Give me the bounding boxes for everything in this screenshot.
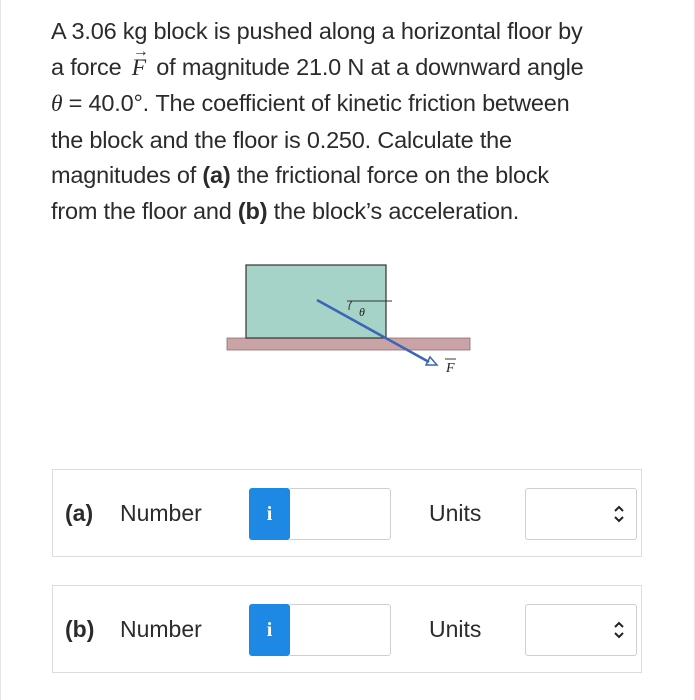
problem-line-1: A 3.06 kg block is pushed along a horizontal floor by <box>51 18 583 44</box>
force-arrowhead-icon <box>426 357 437 365</box>
units-label: Units <box>429 500 482 526</box>
number-input[interactable] <box>290 604 391 656</box>
part-b-marker: (b) <box>237 197 268 224</box>
info-button[interactable]: i <box>249 488 290 540</box>
part-label: (b) <box>65 616 95 642</box>
problem-statement <box>51 14 651 229</box>
chevron-up-down-icon <box>612 503 626 525</box>
number-label: Number <box>120 500 202 526</box>
problem-line-4: the block and the floor is 0.250. Calculate the <box>51 126 512 153</box>
units-label: Units <box>429 616 482 642</box>
problem-line-5: magnitudes of (a) the frictional force on the block <box>51 162 549 188</box>
theta-label: θ <box>359 305 365 319</box>
part-a-marker: (a) <box>202 162 231 188</box>
number-input[interactable] <box>290 488 391 540</box>
theta-symbol: θ <box>51 91 63 117</box>
answer-row-a <box>52 469 642 557</box>
number-label: Number <box>120 616 202 642</box>
force-vector-symbol: → F <box>132 51 146 87</box>
units-select[interactable] <box>525 488 637 540</box>
units-select[interactable] <box>525 604 637 656</box>
floor <box>227 338 470 350</box>
answer-row-b <box>52 585 642 673</box>
force-label: F <box>446 361 455 376</box>
info-button[interactable]: i <box>249 604 290 656</box>
part-label: (a) <box>65 500 94 526</box>
problem-line-3: θ = 40.0°. The coefficient of kinetic friction between <box>51 90 570 117</box>
problem-line-6: from the floor and (b) the block’s acceleration. <box>51 197 520 224</box>
problem-line-2: a force → F of magnitude 21.0 N at a downward angle <box>51 50 651 87</box>
chevron-up-down-icon <box>612 619 626 641</box>
block-force-diagram <box>220 258 480 388</box>
